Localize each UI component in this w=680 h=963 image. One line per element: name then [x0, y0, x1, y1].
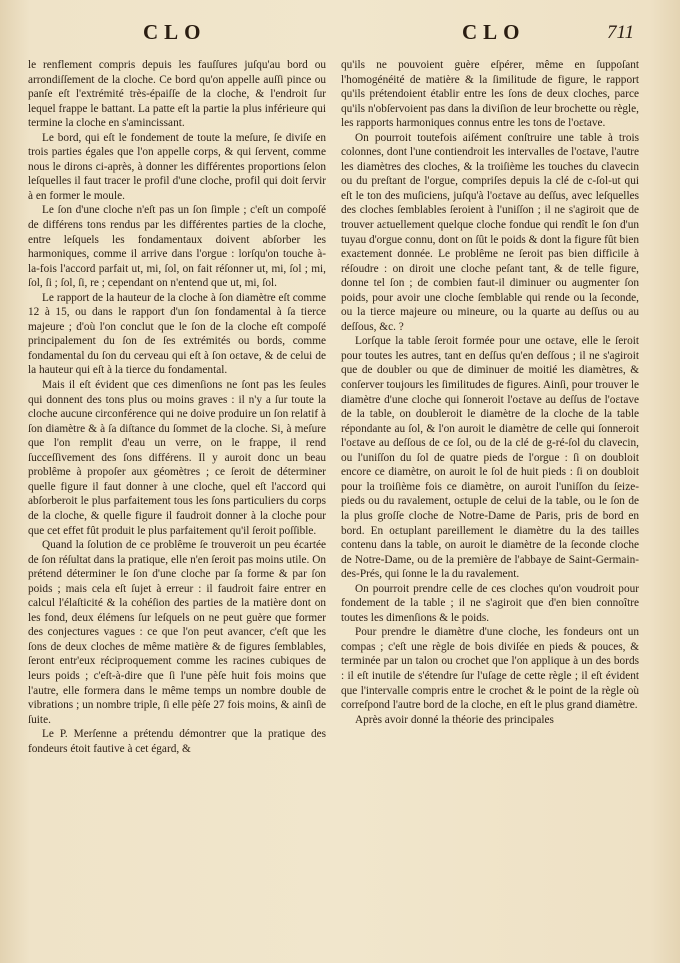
paragraph: Lorſque la table ſeroit formée pour une oɛtave, elle le ſeroit pour toutes les autres, tant en deſſus qu'en deſſous ; il ne s'agiroit que de doubler ou que de diminuer de moitié les diamètres, & conſerver toujours les ſimilitudes de figures. Ainſi, pour trouver le diamètre d'une cloche qui ſonneroit l'oɛtave au deſſus de l'oɛtave de la table, on doubleroit le diamètre de la cloche de la table répondante au ſol, & l'on auroit le diamètre de celle qui ſonneroit l'oɛtave au deſſous de ce ſol, ou de la clé de g-ré-ſol du clavecin, ou l'uniſſon du ſol de quatre pieds de l'orgue : ſi on doubloit encore ce diamètre, on auroit le ſol de huit pieds : ſi on doubloit pour la troiſième fois ce diamètre, on auroit l'uniſſon du ſeize-pieds ou du ravalement, oɛtuple de celui de la table, ou le ſon de la plus groſſe cloche de Notre-Dame de Paris, pris de bord en bord. En oɛtuplant pareillement le diamètre du la des tailles contenu dans la table, on auroit le diamètre de la ſeconde cloche de Notre-Dame, ou de la première de l'abbaye de Saint-Germain-des-Prés, qui ſonne le la du ravalement. [341, 335, 639, 581]
right-column [341, 58, 639, 727]
page-number: 711 [607, 22, 635, 43]
paragraph: Le ſon d'une cloche n'eſt pas un ſon ſimple ; c'eſt un compoſé de différens tons rendus par les différentes parties de la cloche, entre leſquels les fondamentaux doivent abſorber les harmoniques, comme il arrive dans l'orgue : lorſqu'on touche à-la-fois l'accord parfait ut, mi, ſol, on fait réſonner ut, mi, ſol ; mi, ſol, ſi ; ſol, ſi, re ; cependant on n'entend que ut, mi, ſol. [28, 204, 326, 290]
paragraph: Le bord, qui eſt le fondement de toute la meſure, ſe diviſe en trois parties égales que l'on appelle corps, & qui ſervent, comme nous le dirons ci-après, à donner les différentes proportions ſelon leſquelles il faut tracer le profil d'une cloche, profil qui doit ſervir à en former le moule. [28, 131, 326, 202]
paragraph: Pour prendre le diamètre d'une cloche, les fondeurs ont un compas ; c'eſt une règle de bois diviſée en pieds & pouces, & terminée par un talon ou crochet que l'on applique à un des bords : il eſt inutile de s'étendre ſur l'uſage de cette règle ; il eſt évident que l'intervalle compris entre le crochet & le point de la règle où correſpond l'autre bord de la cloche, en eſt le plus grand diamètre. [341, 626, 639, 712]
paragraph: Le P. Merſenne a prétendu démontrer que la pratique des fondeurs étoit fautive à cet égard, & [28, 728, 326, 755]
paragraph: qu'ils ne pouvoient guère eſpérer, même en ſuppoſant l'homogénéité de matière & la ſimilitude de figure, le rapport qu'ils prétendoient établir entre les ſons de deux cloches, parce qu'ils n'obſervoient pas dans la diviſion de leur brochette ou règle, les rapports harmoniques connus entre les tons de l'oɛtave. [341, 59, 639, 130]
running-header [0, 12, 680, 52]
right-running-title: CLO [462, 20, 526, 44]
left-column [28, 58, 326, 756]
paragraph: Quand la ſolution de ce problême ſe trouveroit un peu écartée de ſon réſultat dans la pratique, elle n'en ſeroit pas moins utile. On prétend déterminer le ſon d'une cloche par ſa forme & par ſon poids ; mais cela eſt ſujet à erreur : il faudroit faire entrer en calcul l'élaſticité & la cohéſion des parties de la matière dont on les fond, deux élémens ſur leſquels on ne peut guère que former des conjectures vagues : ce que l'on peut avancer, c'eſt que les ſons de deux cloches de même matière & de figures ſemblables, ſeront entr'eux réciproquement comme les racines cubiques de leurs poids ; c'eſt-à-dire que ſi l'une pèſe huit fois moins que l'autre, elle formera dans le même temps un nombre double de vibrations ; un nombre triple, ſi elle pèſe 27 fois moins, & ainſi de ſuite. [28, 539, 326, 726]
paragraph: Après avoir donné la théorie des principales [355, 713, 554, 726]
paragraph: Mais il eſt évident que ces dimenſions ne ſont pas les ſeules qui donnent des tons plus ou moins graves : il n'y a ſur toute la cloche aucune circonférence qui ne doive produire un ſon relatif à ſon diamètre & à ſa diſtance du ſommet de la cloche. Si, à meſure que l'on remplit d'eau un verre, on le frappe, il rend ſucceſſivement des ſons différens. Il y auroit donc un beau problême à propoſer aux géomètres ; ce ſeroit de déterminer quelle figure il faut donner à une cloche, quel eſt l'accord qui abſorberoit le plus parfaitement tous les ſons particuliers du corps de la cloche, & quelle figure il faudroit donner à la cloche pour que cet effet fût produit le plus parfaitement qu'il ſeroit poſſible. [28, 379, 326, 537]
paragraph: le renflement compris depuis les fauſſures juſqu'au bord ou arrondiſſement de la cloche. Ce bord qu'on appelle auſſi pince ou panſe eſt l'extrémité très-épaiſſe de la cloche, & l'endroit ſur lequel frappe le battant. La patte eſt la partie la plus inférieure qui termine la cloche en s'amincissant. [28, 59, 326, 130]
paragraph: On pourroit toutefois aiſément conſtruire une table à trois colonnes, dont l'une contiendroit les intervalles de l'oɛtave, l'autre les diamètres des cloches, & la troiſième les touches du clavecin ou du preſtant de l'orgue, compriſes depuis la clé de c-ſol-ut qui eſt le ton des muſiciens, juſqu'à l'oɛtave au deſſus, avec leſquelles des cloches ſemblables ſeroient à l'uniſſon ; il ne s'agiroit que de trouver aɛtuellement quelque cloche fondue qui rendît le ſon d'un tuyau d'orgue connu, dont on ſût le poids & dont la figure fût bien exaɛtement donnée. Le problême ne ſeroit pas bien difficile à réſoudre : on diroit une cloche peſant tant, & de telle figure, donne tel ſon ; de combien faut-il diminuer ou augmenter ſon poids, pour avoir une cloche ſemblable qui rende ou la ſeconde, ou la tierce majeure ou mineure, ou la quarte au deſſus ou au deſſous, &c. ? [341, 131, 639, 333]
paragraph: On pourroit prendre celle de ces cloches qu'on voudroit pour fondement de la table ; il ne s'agiroit que d'en bien connoître toutes les dimenſions & le poids. [341, 582, 639, 624]
left-running-title: CLO [143, 20, 207, 44]
paragraph: Le rapport de la hauteur de la cloche à ſon diamètre eſt comme 12 à 15, ou dans le rapport d'un ſon fondamental à ſa tierce majeure ; d'où l'on conclut que le ſon de la cloche eſt compoſé principalement du ſon de ſes extrémités ou bords, comme fondamental du ſon du cerveau qui eſt à ſon oɛtave, & de celui de la hauteur qui eſt à la tierce du fondamental. [28, 291, 326, 377]
